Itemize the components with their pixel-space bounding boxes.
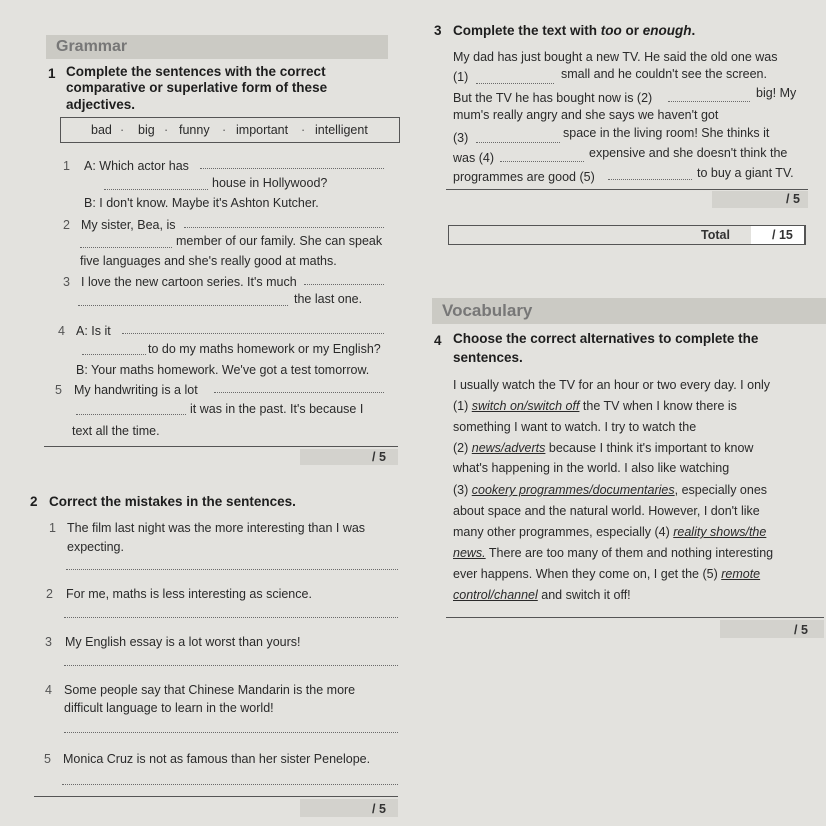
item-number: 3 (45, 635, 52, 649)
instruction-text: Complete the text with (453, 23, 601, 38)
score-bar (720, 620, 824, 638)
sentence-text: Some people say that Chinese Mandarin is the more (64, 683, 356, 697)
text-line: space in the living room! She thinks it (563, 126, 770, 140)
text-line: expensive and she doesn't think the (589, 146, 788, 160)
sentence-text: house in Hollywood? (212, 176, 328, 190)
answer-blank[interactable] (304, 284, 384, 285)
text-fragment: the TV when I know there is (579, 399, 737, 413)
sentence-text: to do my maths homework or my English? (148, 342, 381, 356)
answer-blank[interactable] (80, 247, 172, 248)
text-line: was (4) (453, 151, 494, 165)
choice-option[interactable]: news/adverts (471, 441, 546, 455)
answer-blank[interactable] (64, 617, 398, 618)
word-box-item: important (236, 123, 289, 137)
section-title-grammar: Grammar (46, 35, 388, 59)
item-number: 5 (55, 383, 62, 397)
text-line (453, 567, 760, 582)
answer-blank[interactable] (104, 189, 208, 190)
sentence-text: expecting. (67, 540, 124, 554)
sentence-text: A: Is it (76, 324, 111, 338)
text-line: something I want to watch. I try to watch the (453, 420, 697, 434)
item-number: 3 (63, 275, 70, 289)
sentence-text: My handwriting is a lot (74, 383, 198, 397)
exercise-instruction (453, 23, 695, 38)
item-number: 1 (63, 159, 70, 173)
sentence-text: The film last night was the more interesting than I was (67, 521, 366, 535)
sentence-text: My English essay is a lot worst than yours! (65, 635, 301, 649)
text-fragment: and switch it off! (537, 588, 631, 602)
word-box-item: bad (91, 123, 112, 137)
answer-blank[interactable] (64, 732, 398, 733)
choice-option[interactable]: reality shows/the (673, 525, 767, 539)
answer-blank[interactable] (82, 354, 146, 355)
sentence-text: My sister, Bea, is (81, 218, 176, 232)
separator-dot: · (164, 123, 169, 137)
text-line: (3) (453, 131, 469, 145)
text-line: to buy a giant TV. (697, 166, 794, 180)
text-fragment: There are too many of them and nothing interesting (485, 546, 774, 560)
exercise-instruction: comparative or superlative form of these (66, 80, 328, 95)
text-line (453, 441, 753, 456)
sentence-text: the last one. (294, 292, 363, 306)
total-label: Total (701, 228, 730, 242)
answer-blank[interactable] (64, 665, 398, 666)
sentence-text: text all the time. (72, 424, 160, 438)
sentence-text: Monica Cruz is not as famous than her sister Penelope. (63, 752, 371, 766)
text-line: about space and the natural world. However, I don't like (453, 504, 760, 518)
score-label: / 5 (372, 450, 386, 464)
instruction-word-too: too (600, 23, 622, 38)
text-fragment: ever happens. When they come on, I get the (5) (453, 567, 722, 581)
sentence-text: A: Which actor has (84, 159, 189, 173)
section-title-vocabulary: Vocabulary (432, 298, 826, 324)
text-line (453, 588, 631, 603)
exercise-number: 3 (434, 23, 442, 38)
text-line: programmes are good (5) (453, 170, 595, 184)
exercise-number: 1 (48, 66, 56, 81)
text-line (453, 399, 737, 414)
sentence-text: five languages and she's really good at maths. (80, 254, 337, 268)
answer-blank[interactable] (214, 392, 384, 393)
text-line (453, 525, 766, 540)
choice-option[interactable]: news. (453, 546, 486, 560)
choice-option[interactable]: switch on/switch off (471, 399, 580, 413)
text-fragment: because I think it's important to know (545, 441, 754, 455)
divider (446, 189, 808, 190)
word-box-item: big (138, 123, 155, 137)
answer-blank[interactable] (608, 179, 692, 180)
gap-number: (1) (453, 399, 472, 413)
answer-blank[interactable] (200, 168, 384, 169)
text-line: big! My (756, 86, 797, 100)
text-line (453, 483, 767, 498)
answer-blank[interactable] (476, 142, 560, 143)
answer-blank[interactable] (668, 101, 750, 102)
score-label: / 5 (786, 192, 800, 206)
text-line: mum's really angry and she says we haven't got (453, 108, 719, 122)
answer-blank[interactable] (76, 414, 186, 415)
separator-dot: · (301, 123, 306, 137)
exercise-instruction: Complete the sentences with the correct (66, 64, 326, 79)
divider (44, 446, 398, 447)
text-line: (1) (453, 70, 469, 84)
text-fragment: , especially ones (674, 483, 768, 497)
item-number: 4 (58, 324, 65, 338)
exercise-number: 2 (30, 494, 38, 509)
item-number: 2 (63, 218, 70, 232)
exercise-instruction: Correct the mistakes in the sentences. (49, 494, 296, 509)
sentence-text: difficult language to learn in the world! (64, 701, 274, 715)
answer-blank[interactable] (476, 83, 554, 84)
choice-option[interactable]: remote (721, 567, 761, 581)
instruction-text: or (621, 23, 643, 38)
word-box-item: intelligent (315, 123, 368, 137)
answer-blank[interactable] (66, 569, 398, 570)
sentence-text: B: I don't know. Maybe it's Ashton Kutcher. (84, 196, 319, 210)
text-line: what's happening in the world. I also like watching (453, 461, 730, 475)
sentence-text: For me, maths is less interesting as science. (66, 587, 312, 601)
text-line: But the TV he has bought now is (2) (453, 91, 653, 105)
sentence-text: member of our family. She can speak (176, 234, 383, 248)
text-line (453, 546, 773, 561)
gap-number: (3) (453, 483, 472, 497)
answer-blank[interactable] (78, 305, 288, 306)
divider (34, 796, 398, 797)
item-number: 5 (44, 752, 51, 766)
exercise-instruction: adjectives. (66, 97, 136, 112)
exercise-instruction: Choose the correct alternatives to complete the (453, 331, 759, 346)
answer-blank[interactable] (500, 161, 584, 162)
score-label: / 5 (794, 623, 808, 637)
word-box-item: funny (179, 123, 210, 137)
answer-blank[interactable] (184, 227, 384, 228)
sentence-text: I love the new cartoon series. It's much (81, 275, 297, 289)
instruction-text: . (691, 23, 696, 38)
choice-option[interactable]: control/channel (453, 588, 538, 602)
sentence-text: it was in the past. It's because I (190, 402, 364, 416)
answer-blank[interactable] (62, 784, 398, 785)
text-fragment: many other programmes, especially (4) (453, 525, 674, 539)
item-number: 1 (49, 521, 56, 535)
word-box (60, 117, 400, 143)
gap-number: (2) (453, 441, 472, 455)
separator-dot: · (120, 123, 125, 137)
separator-dot: · (222, 123, 227, 137)
score-label: / 5 (372, 802, 386, 816)
choice-option[interactable]: cookery programmes/documentaries (471, 483, 675, 497)
answer-blank[interactable] (122, 333, 384, 334)
exercise-number: 4 (434, 333, 442, 348)
text-line: I usually watch the TV for an hour or two every day. I only (453, 378, 771, 392)
text-line: My dad has just bought a new TV. He said the old one was (453, 50, 778, 64)
text-line: small and he couldn't see the screen. (561, 67, 767, 81)
item-number: 4 (45, 683, 52, 697)
exercise-instruction: sentences. (453, 350, 523, 365)
instruction-word-enough: enough (642, 23, 692, 38)
total-score: / 15 (772, 228, 793, 242)
sentence-text: B: Your maths homework. We've got a test tomorrow. (76, 363, 370, 377)
divider (446, 617, 824, 618)
item-number: 2 (46, 587, 53, 601)
